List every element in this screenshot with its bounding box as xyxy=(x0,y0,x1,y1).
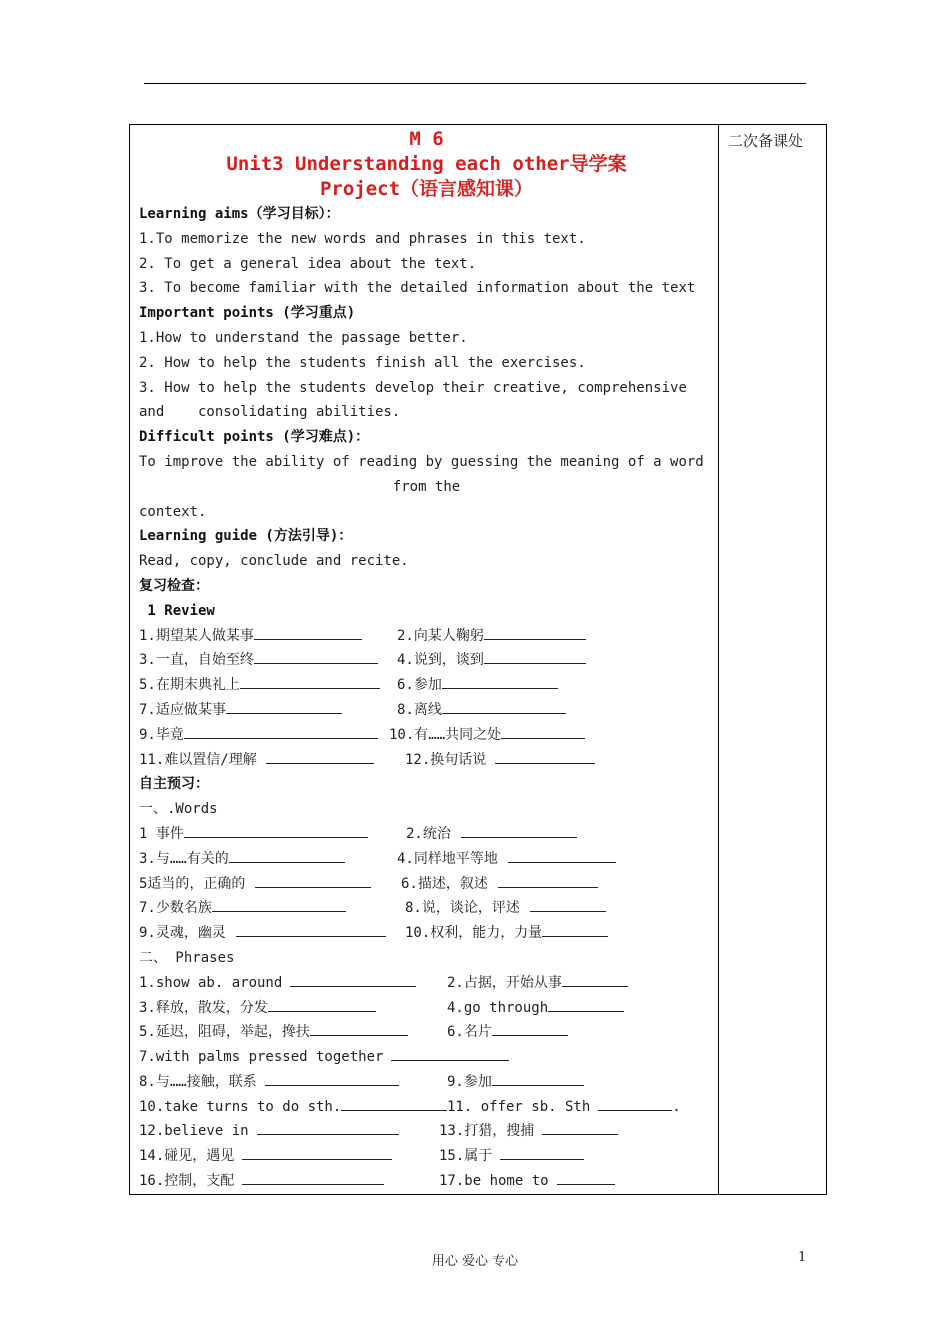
difficult-heading: Difficult points (学习难点)： xyxy=(139,429,370,446)
difficult-line-1: To improve the ability of reading by guessing the meaning of a word xyxy=(139,453,704,470)
review-item: 4.说到，谈到 xyxy=(397,652,484,669)
important-item: and consolidating abilities. xyxy=(139,404,401,421)
answer-blank[interactable] xyxy=(492,1071,584,1086)
answer-blank[interactable] xyxy=(391,1046,509,1061)
phrases-row xyxy=(139,1045,714,1070)
answer-blank[interactable] xyxy=(236,922,386,937)
words-row xyxy=(139,822,714,847)
phrase-item: 6.名片 xyxy=(447,1024,492,1041)
answer-blank[interactable] xyxy=(242,1170,384,1185)
title-line-1: M 6 xyxy=(409,128,444,150)
review-item: 11.难以置信/理解 xyxy=(139,751,257,768)
answer-blank[interactable] xyxy=(265,1071,399,1086)
answer-blank[interactable] xyxy=(290,972,416,987)
phrase-item: 10.take turns to do sth. xyxy=(139,1098,342,1115)
important-item: 2. How to help the students finish all the exercises. xyxy=(139,354,586,371)
difficult-line-3: context. xyxy=(139,503,207,520)
review-item: 12.换句话说 xyxy=(405,751,487,768)
word-item: 5适当的，正确的 xyxy=(139,875,246,892)
answer-blank[interactable] xyxy=(229,848,345,863)
review-row xyxy=(139,698,714,723)
phrases-row xyxy=(139,1119,714,1144)
word-item: 9.灵魂，幽灵 xyxy=(139,925,226,942)
phrase-item: 7.with palms pressed together xyxy=(139,1049,384,1066)
phrase-item: 16.控制，支配 xyxy=(139,1173,235,1190)
answer-blank[interactable] xyxy=(212,897,346,912)
words-row xyxy=(139,921,714,946)
review-item: 6.参加 xyxy=(397,677,442,694)
phrase-item: 9.参加 xyxy=(447,1073,492,1090)
answer-blank[interactable] xyxy=(254,625,362,640)
phrase-item: 1.show ab. around xyxy=(139,974,283,991)
phrase-item: 14.碰见，遇见 xyxy=(139,1148,235,1165)
answer-blank[interactable] xyxy=(257,1120,399,1135)
word-item: 7.少数名族 xyxy=(139,900,212,917)
review-item: 10.有……共同之处 xyxy=(389,726,502,743)
answer-blank[interactable] xyxy=(562,972,628,987)
review-row xyxy=(139,673,714,698)
phrases-heading: 二、 Phrases xyxy=(139,949,235,966)
phrase-item: 13.打猎，搜捕 xyxy=(439,1123,535,1140)
answer-blank[interactable] xyxy=(542,1120,618,1135)
answer-blank[interactable] xyxy=(254,649,378,664)
answer-blank[interactable] xyxy=(268,997,376,1012)
phrase-item: 12.believe in xyxy=(139,1123,249,1140)
phrase-item: 4.go through xyxy=(447,999,549,1016)
review-item: 5.在期末典礼上 xyxy=(139,677,240,694)
answer-blank[interactable] xyxy=(310,1021,408,1036)
answer-blank[interactable] xyxy=(492,1021,568,1036)
guide-heading: Learning guide (方法引导)： xyxy=(139,528,353,545)
review-row xyxy=(139,748,714,773)
words-row xyxy=(139,847,714,872)
phrase-item: 11. offer sb. Sth xyxy=(447,1098,591,1115)
phrase-item-end: . xyxy=(672,1098,681,1115)
phrases-row xyxy=(139,996,714,1021)
words-row xyxy=(139,896,714,921)
answer-blank[interactable] xyxy=(495,749,595,764)
answer-blank[interactable] xyxy=(240,674,380,689)
aim-item: 3. To become familiar with the detailed information about the text xyxy=(139,280,696,297)
answer-blank[interactable] xyxy=(461,823,577,838)
guide-text: Read, copy, conclude and recite. xyxy=(139,553,409,570)
aim-item: 2. To get a general idea about the text. xyxy=(139,255,477,272)
phrase-item: 15.属于 xyxy=(439,1148,493,1165)
answer-blank[interactable] xyxy=(255,873,371,888)
phrases-row xyxy=(139,971,714,996)
side-column-divider xyxy=(718,125,719,1194)
review-item: 7.适应做某事 xyxy=(139,701,226,718)
footer-text: 用心 爱心 专心 xyxy=(431,1254,519,1269)
answer-blank[interactable] xyxy=(530,897,606,912)
answer-blank[interactable] xyxy=(542,922,608,937)
review-row xyxy=(139,723,714,748)
important-heading: Important points (学习重点) xyxy=(139,305,356,322)
aim-item: 1.To memorize the new words and phrases in this text. xyxy=(139,230,586,247)
main-cell xyxy=(139,127,714,1194)
phrases-row xyxy=(139,1070,714,1095)
answer-blank[interactable] xyxy=(598,1096,672,1111)
review-item: 2.向某人鞠躬 xyxy=(397,627,484,644)
answer-blank[interactable] xyxy=(266,749,374,764)
phrase-item: 17.be home to xyxy=(439,1173,549,1190)
words-row xyxy=(139,872,714,897)
word-item: 1 事件 xyxy=(139,825,184,842)
phrase-item: 5.延迟，阻碍，举起，搀扶 xyxy=(139,1024,310,1041)
word-item: 6.描述，叙述 xyxy=(401,875,488,892)
answer-blank[interactable] xyxy=(442,674,558,689)
answer-blank[interactable] xyxy=(557,1170,615,1185)
review-subheading: 1 Review xyxy=(139,602,215,619)
word-item: 3.与……有关的 xyxy=(139,850,229,867)
word-item: 4.同样地平等地 xyxy=(397,850,498,867)
title-line-3: Project（语言感知课） xyxy=(319,178,534,200)
phrases-row xyxy=(139,1144,714,1169)
phrases-row xyxy=(139,1095,714,1120)
word-item: 10.权利，能力，力量 xyxy=(405,925,543,942)
phrases-row xyxy=(139,1169,714,1194)
answer-blank[interactable] xyxy=(500,1145,584,1160)
word-item: 8.说，谈论，评述 xyxy=(405,900,520,917)
phrase-item: 8.与……接触，联系 xyxy=(139,1073,257,1090)
difficult-line-2: from the xyxy=(392,478,461,495)
answer-blank[interactable] xyxy=(548,997,624,1012)
phrases-row xyxy=(139,1020,714,1045)
answer-blank[interactable] xyxy=(226,699,342,714)
worksheet-table xyxy=(129,124,827,1195)
review-item: 3.一直，自始至终 xyxy=(139,652,254,669)
important-item: 3. How to help the students develop their creative, comprehensive xyxy=(139,379,687,396)
review-item: 8.离线 xyxy=(397,701,442,718)
answer-blank[interactable] xyxy=(498,873,598,888)
answer-blank[interactable] xyxy=(184,724,378,739)
review-item: 1.期望某人做某事 xyxy=(139,627,254,644)
review-item: 9.毕竟 xyxy=(139,726,184,743)
answer-blank[interactable] xyxy=(341,1096,447,1111)
review-row xyxy=(139,624,714,649)
page-number: 1 xyxy=(798,1250,807,1265)
answer-blank[interactable] xyxy=(484,649,586,664)
review-row xyxy=(139,648,714,673)
phrase-item: 3.释放，散发，分发 xyxy=(139,999,268,1016)
side-note: 二次备课处 xyxy=(728,132,804,150)
aims-heading: Learning aims（学习目标）： xyxy=(139,206,340,222)
answer-blank[interactable] xyxy=(184,823,368,838)
word-item: 2.统治 xyxy=(406,825,451,842)
answer-blank[interactable] xyxy=(501,724,585,739)
important-item: 1.How to understand the passage better. xyxy=(139,329,468,346)
phrase-item: 2.占据，开始从事 xyxy=(447,974,562,991)
preview-heading: 自主预习： xyxy=(139,776,209,793)
answer-blank[interactable] xyxy=(442,699,566,714)
answer-blank[interactable] xyxy=(508,848,616,863)
header-rule xyxy=(144,83,806,84)
title-line-2: Unit3 Understanding each other导学案 xyxy=(226,153,627,175)
answer-blank[interactable] xyxy=(242,1145,392,1160)
words-heading: 一、.Words xyxy=(139,801,218,818)
answer-blank[interactable] xyxy=(484,625,586,640)
review-heading: 复习检查： xyxy=(139,577,209,594)
